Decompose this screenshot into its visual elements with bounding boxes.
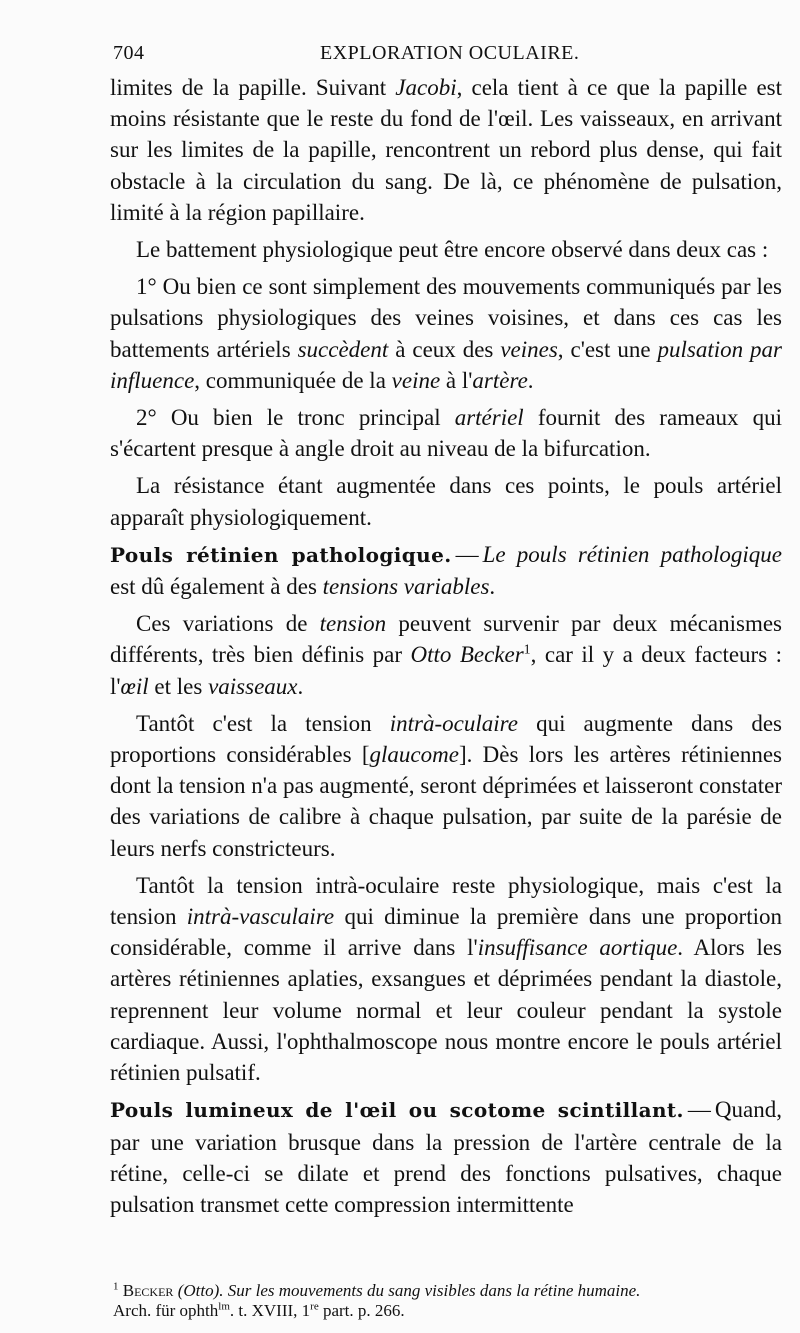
heading-dash: — [455, 541, 479, 567]
italic-text: glaucome [369, 742, 459, 768]
text-run: , cela tient à ce que la papille est moins résistante que le reste du fond de l'œil. Les vaisseaux, en arrivant sur les limites de la papille, rencontrent un rebord plus dense, qui fait obstacle à la circulation du sang. De là, ce phénomène de pulsation, limité à la région papillaire. [110, 75, 782, 225]
text-run: 1° Ou bien ce sont simplement des mouvements communiqués par les pulsations physiologiques des veines voisines, et dans ces cas les battements artériels [110, 274, 782, 362]
footnote-sup: lm [218, 1300, 230, 1313]
italic-text: tension [319, 611, 387, 637]
text-run: ]. Dès lors les artères rétiniennes dont la tension n'a pas augmenté, seront déprimées et laisseront constater des variations de calibre à chaque pulsation, par suite de la parésie de leurs nerfs constricteurs. [110, 742, 782, 861]
text-run: , car il y a deux facteurs : l' [110, 642, 783, 699]
text-run: est dû également à des [110, 574, 323, 600]
italic-text: pulsation par influence [110, 336, 782, 393]
paragraph-3 [110, 271, 782, 396]
text-run: , c'est une [557, 336, 658, 362]
text-run: , communiquée de la [194, 367, 392, 393]
italic-text: veine [391, 367, 441, 393]
footnote-title: Sur les mouvements du sang visibles dans la rétine humaine. [227, 1281, 641, 1300]
page-header [113, 42, 691, 70]
text-run: Quand, par une variation brusque dans la pression de l'artère centrale de la rétine, celle-ci se dilate et prend des fonctions pulsatives, chaque pulsation transmet cette compression intermittente [110, 1097, 782, 1217]
paragraph-7 [110, 608, 782, 702]
text-run: à l' [440, 367, 473, 393]
text-run: 2° Ou bien le tronc principal [136, 405, 455, 431]
italic-text: insuffisance aortique [477, 935, 678, 961]
italic-text: tensions variables [322, 574, 490, 600]
text-run: La résistance étant augmentée dans ces points, le pouls artériel apparaît physiologiquement. [110, 473, 782, 530]
italic-text: vaisseaux [208, 673, 298, 699]
text-run: qui augmente dans des proportions considérables [ [110, 710, 782, 768]
text-run: qui diminue la première dans une proportion considérable, comme il arrive dans l' [110, 904, 782, 961]
page-number: 704 [113, 42, 145, 64]
footnote-marker: 1 [113, 1280, 119, 1293]
text-run: Tantôt la tension intrà-oculaire reste physiologique, mais c'est la tension [110, 872, 782, 930]
italic-text: intrà-vasculaire [186, 904, 335, 930]
text-run: Tantôt c'est la tension [136, 710, 390, 736]
footnote-author-first: (Otto). [177, 1281, 224, 1300]
footnote-pages: part. p. 266. [318, 1301, 405, 1320]
footnote-journal: Arch. für ophth [113, 1301, 219, 1320]
italic-text: Le pouls rétinien pathologique [482, 541, 782, 567]
section-heading: Pouls lumineux de l'œil ou scotome scintillant. [110, 1098, 684, 1123]
section-heading: Pouls rétinien pathologique. [110, 542, 452, 567]
text-run: Ces variations de [136, 611, 320, 637]
text-run: Le battement physiologique peut être encore observé dans deux cas : [136, 237, 769, 263]
paragraph-8 [110, 708, 782, 864]
text-run: . Alors les artères rétiniennes aplaties, exsangues et déprimées pendant la diastole, reprennent leur volume normal et leur couleur pendant la systole cardiaque. Aussi, l'ophthalmoscope nous montre encore le pouls artériel rétinien pulsatif. [110, 935, 782, 1086]
running-title: EXPLORATION OCULAIRE. [320, 42, 580, 64]
italic-text: veines [500, 336, 558, 362]
italic-text: artériel [454, 405, 524, 431]
italic-text: artère [472, 367, 528, 393]
heading-dash: — [687, 1097, 711, 1123]
italic-text: succèdent [297, 336, 389, 362]
footnote-reference[interactable]: 1 [523, 642, 531, 658]
paragraph-1 [110, 72, 782, 228]
text-run: peuvent survenir par deux mécanismes différents, très bien définis par [110, 611, 782, 668]
text-run: à ceux des [388, 336, 501, 362]
text-run: et les [148, 673, 209, 699]
text-run: . [297, 673, 304, 699]
footnote [113, 1281, 781, 1321]
paragraph-6 [110, 539, 782, 602]
text-run: . [489, 574, 496, 600]
text-run: limites de la papille. Suivant [110, 75, 396, 100]
text-run: fournit des rameaux qui s'écartent presque à angle droit au niveau de la bifurcation. [110, 405, 782, 462]
paragraph-10 [110, 1094, 782, 1220]
italic-text: Jacobi [395, 75, 457, 100]
paragraph-4 [110, 402, 782, 464]
italic-text: œil [120, 673, 149, 699]
footnote-volume: . t. XVIII, 1 [229, 1301, 311, 1320]
text-run: . [527, 367, 534, 393]
italic-text: Otto Becker [410, 642, 524, 668]
paragraph-9 [110, 870, 782, 1088]
paragraph-5 [110, 470, 782, 532]
footnote-author: Becker [122, 1281, 174, 1300]
page-body [110, 72, 782, 1226]
footnote-sup: re [310, 1300, 319, 1313]
paragraph-2 [110, 234, 782, 265]
italic-text: intrà-oculaire [389, 710, 518, 736]
